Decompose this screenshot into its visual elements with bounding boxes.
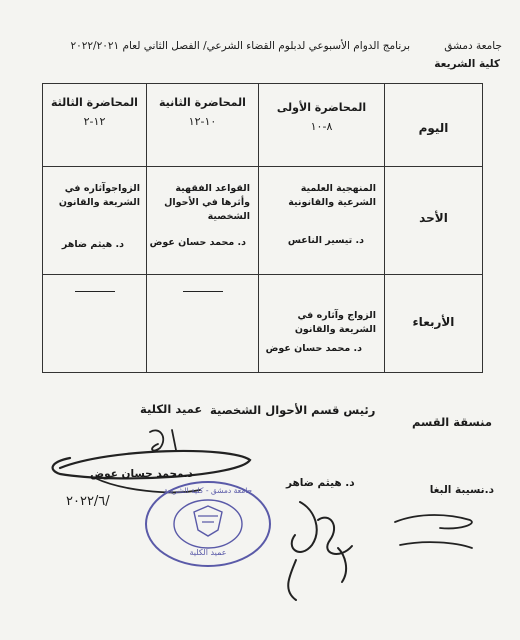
instructor-name: د. هيثم ضاهر [61,239,124,250]
stamp-text-bottom: عميد الكلية [189,548,227,557]
course-topic: الزواجوآثاره في الشريعة والقانون [58,183,140,208]
lecture-label: المحاضرة الأولى [276,101,367,114]
instructor-name: د. تيسير الناعس [287,235,364,246]
lecture-time: ١٠-١٢ [188,115,217,128]
lecture-label: المحاضرة الثالثة [51,96,138,109]
program-title: برنامج الدوام الأسبوعي لدبلوم القضاء الشرعي/ الفصل الثاني لعام ٢٠٢٢/٢٠٢١ [70,40,410,52]
head-signature-stroke [292,502,317,552]
coordinator-title: منسقة القسم [411,415,492,429]
course-topic: القواعد الفقهية وأثرها في الأحوال الشخصية [164,183,250,222]
instructor-name: د. محمد حسان عوض [265,343,362,354]
coordinator-signature-stroke [400,542,472,548]
dean-signature-stroke [172,430,176,450]
department-head-name: د. هيثم ضاهر [286,477,355,489]
university-name: جامعة دمشق [444,40,502,52]
course-topic: المنهجية العلمية الشرعية والقانونية [288,183,376,208]
day-label: الأربعاء [412,315,455,329]
instructor-name: د. محمد حسان عوض [149,237,246,248]
coordinator-name: د.نسيبة البغا [429,484,494,496]
handwritten-date: ٢٠٢٢/٦/ [66,494,110,509]
head-signature-stroke [318,518,352,554]
course-topic: الزواج وآثاره في الشريعة والقانون [294,310,376,335]
faculty-name: كلية الشريعة [434,58,500,70]
head-signature-stroke [288,560,296,600]
day-label: الأحد [419,211,448,225]
coordinator-signature-stroke [395,515,472,528]
dean-name: د.محمد حسان عوض [90,468,193,480]
lecture-label: المحاضرة الثانية [159,96,246,109]
dean-title: عميد الكلية [140,402,203,416]
dean-signature-stroke [150,430,163,450]
official-stamp [142,478,274,570]
stamp-text-top: جامعة دمشق - كلية الشريعة [163,486,253,495]
department-head-title: رئيس قسم الأحوال الشخصية [210,403,376,417]
lecture-time: ٨-١٠ [310,120,333,133]
day-header: اليوم [418,121,449,135]
lecture-time: ١٢-٢ [83,115,106,128]
